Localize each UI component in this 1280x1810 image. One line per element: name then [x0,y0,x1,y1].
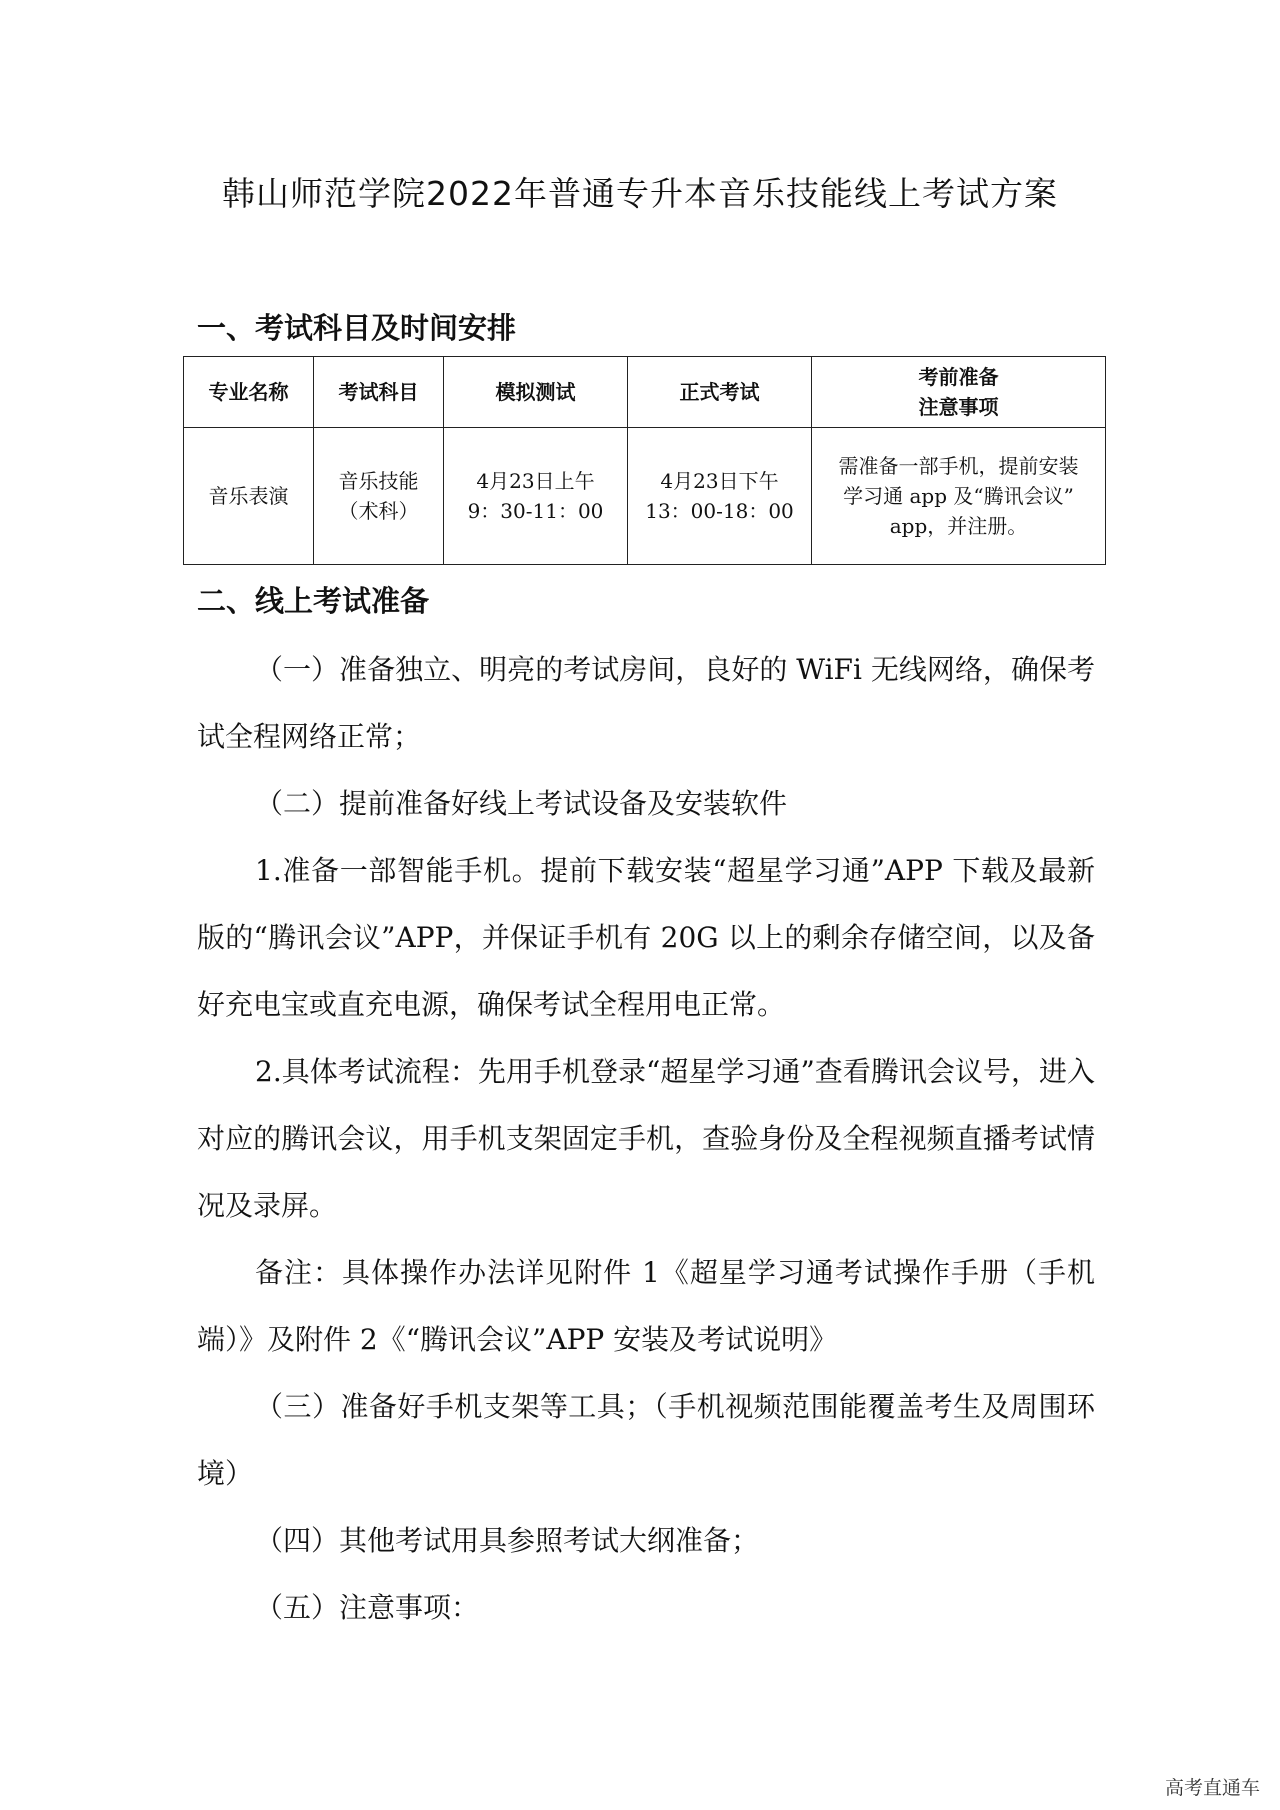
cell-notes-line2: 学习通 app 及“腾讯会议” [843,484,1074,508]
paragraph-remark: 备注：具体操作办法详见附件 1《超星学习通考试操作手册（手机端）》及附件 2《“腾讯会议”APP 安装及考试说明》 [197,1256,1095,1356]
cell-subject-line2: （术科） [338,499,419,523]
header-notes [812,357,1106,428]
header-notes-line1: 考前准备 [918,365,999,389]
paragraph-exam-process: 2.具体考试流程：先用手机登录“超星学习通”查看腾讯会议号，进入对应的腾讯会议，用手机支架固定手机，查验身份及全程视频直播考试情况及录屏。 [197,1055,1095,1222]
paragraph-notes: （五）注意事项： [255,1591,480,1624]
header-mock-test: 模拟测试 [444,357,628,428]
cell-formal-line2: 13：00-18：00 [645,499,794,523]
cell-notes [812,428,1106,565]
header-major: 专业名称 [184,357,314,428]
cell-major: 音乐表演 [184,428,314,565]
paragraph-phone-stand: （三）准备好手机支架等工具；（手机视频范围能覆盖考生及周围环境） [197,1390,1095,1490]
section-heading-schedule: 一、考试科目及时间安排 [197,311,517,345]
cell-subject [314,428,444,565]
watermark: 高考直通车 [1164,1777,1260,1799]
cell-notes-line1: 需准备一部手机，提前安装 [838,454,1079,478]
cell-mock-line2: 9：30-11：00 [467,499,604,523]
paragraph-other-tools: （四）其他考试用具参照考试大纲准备； [255,1524,760,1557]
cell-formal-exam [628,428,812,565]
header-formal-exam: 正式考试 [628,357,812,428]
cell-mock-line1: 4月23日上午 [476,469,595,493]
table-row [184,428,1106,565]
header-notes-line2: 注意事项 [918,395,999,419]
schedule-table [183,356,1106,565]
cell-mock-test [444,428,628,565]
paragraph-devices: （二）提前准备好线上考试设备及安装软件 [255,787,788,820]
section-heading-preparation: 二、线上考试准备 [197,584,430,618]
cell-subject-line1: 音乐技能 [338,469,419,493]
cell-notes-line3: app，并注册。 [889,514,1028,538]
paragraph-room: （一）准备独立、明亮的考试房间，良好的 WiFi 无线网络，确保考试全程网络正常； [197,653,1095,753]
header-subject: 考试科目 [314,357,444,428]
paragraph-smartphone: 1.准备一部智能手机。提前下载安装“超星学习通”APP 下载及最新版的“腾讯会议”APP，并保证手机有 20G 以上的剩余存储空间，以及备好充电宝或直充电源，确保考试全程用电正常。 [197,854,1095,1021]
document-title: 韩山师范学院2022年普通专升本音乐技能线上考试方案 [222,174,1058,213]
table-header-row [184,357,1106,428]
cell-formal-line1: 4月23日下午 [660,469,779,493]
